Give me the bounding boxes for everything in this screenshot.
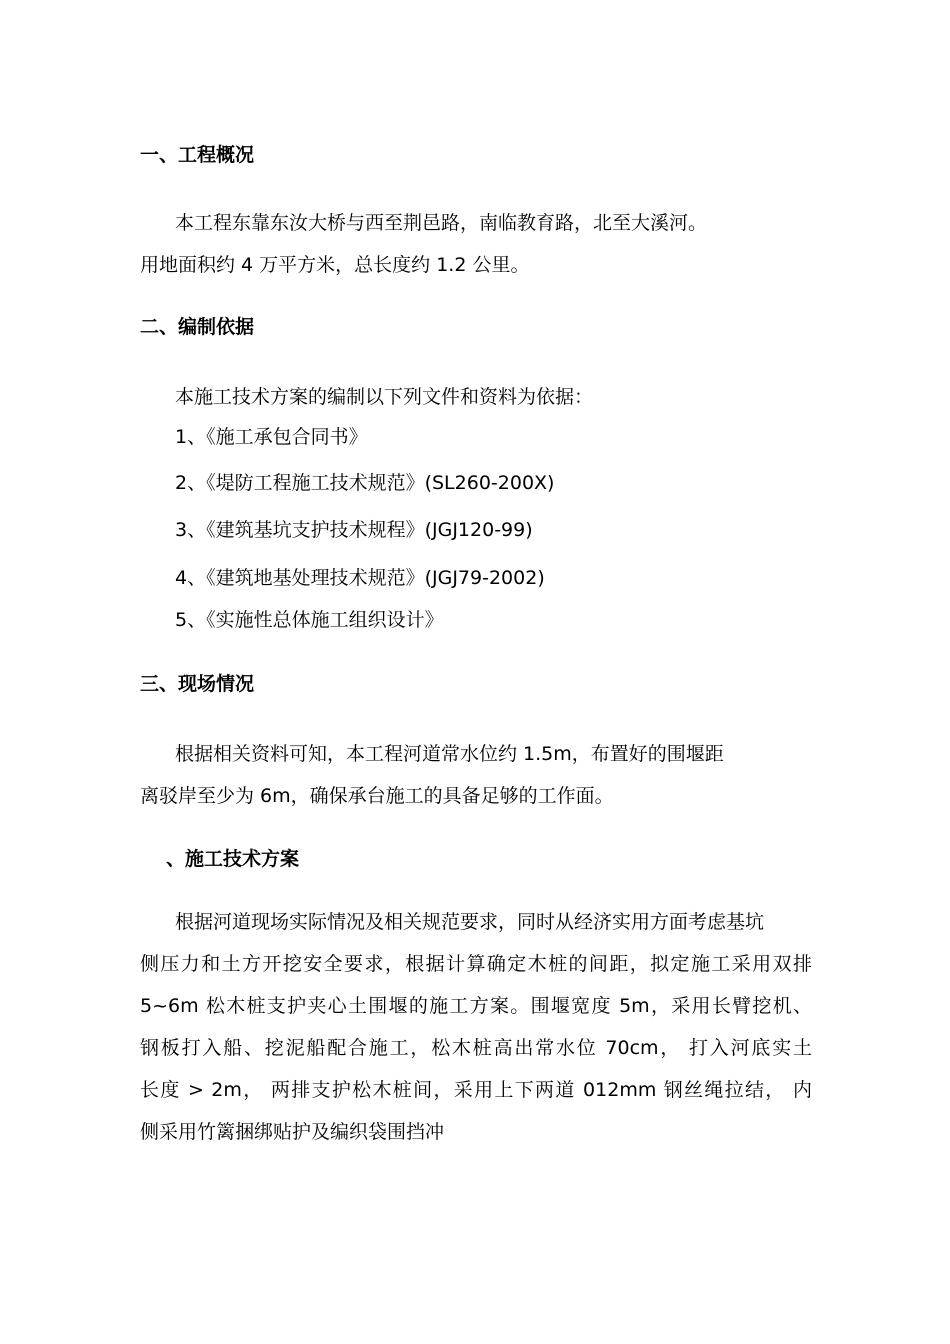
paragraph-line: 5~6m 松木桩支护夹心土围堰的施工方案。围堰宽度 5m，采用长臂挖机、: [140, 995, 812, 1017]
paragraph-line: 侧压力和土方开挖安全要求，根据计算确定木桩的间距，拟定施工采用双排: [140, 953, 812, 975]
paragraph-line: 离驳岸至少为 6m，确保承台施工的具备足够的工作面。: [140, 785, 614, 807]
list-item: 2、《堤防工程施工技术规范》(SL260-200X): [175, 472, 555, 494]
section-heading-overview: 一、工程概况: [140, 144, 255, 166]
paragraph-line: 根据河道现场实际情况及相关规范要求，同时从经济实用方面考虑基坑: [175, 911, 765, 933]
paragraph-line: 侧采用竹篱捆绑贴护及编织袋围挡冲: [140, 1121, 445, 1143]
paragraph-line: 用地面积约 4 万平方米，总长度约 1.2 公里。: [140, 254, 530, 276]
section-heading-basis: 二、编制依据: [140, 316, 255, 338]
paragraph-line: 钢板打入船、挖泥船配合施工，松木桩高出常水位 70cm， 打入河底实土: [140, 1037, 812, 1059]
list-item: 3、《建筑基坑支护技术规程》(JGJ120-99): [175, 519, 533, 541]
section-heading-plan: 、施工技术方案: [166, 848, 300, 870]
list-item: 1、《施工承包合同书》: [175, 426, 368, 448]
section-heading-site: 三、现场情况: [140, 673, 255, 695]
list-item: 4、《建筑地基处理技术规范》(JGJ79-2002): [175, 567, 545, 589]
plan-paragraph: [140, 952, 812, 1162]
paragraph-line: 根据相关资料可知，本工程河道常水位约 1.5m，布置好的围堰距: [175, 743, 724, 765]
list-item: 5、《实施性总体施工组织设计》: [175, 609, 444, 631]
paragraph-line: 本工程东靠东汝大桥与西至荆邑路，南临教育路，北至大溪河。: [175, 212, 708, 234]
paragraph-line: 本施工技术方案的编制以下列文件和资料为依据：: [175, 386, 594, 408]
paragraph-line: 长度 > 2m， 两排支护松木桩间，采用上下两道 012mm 钢丝绳拉结， 内: [140, 1079, 812, 1101]
